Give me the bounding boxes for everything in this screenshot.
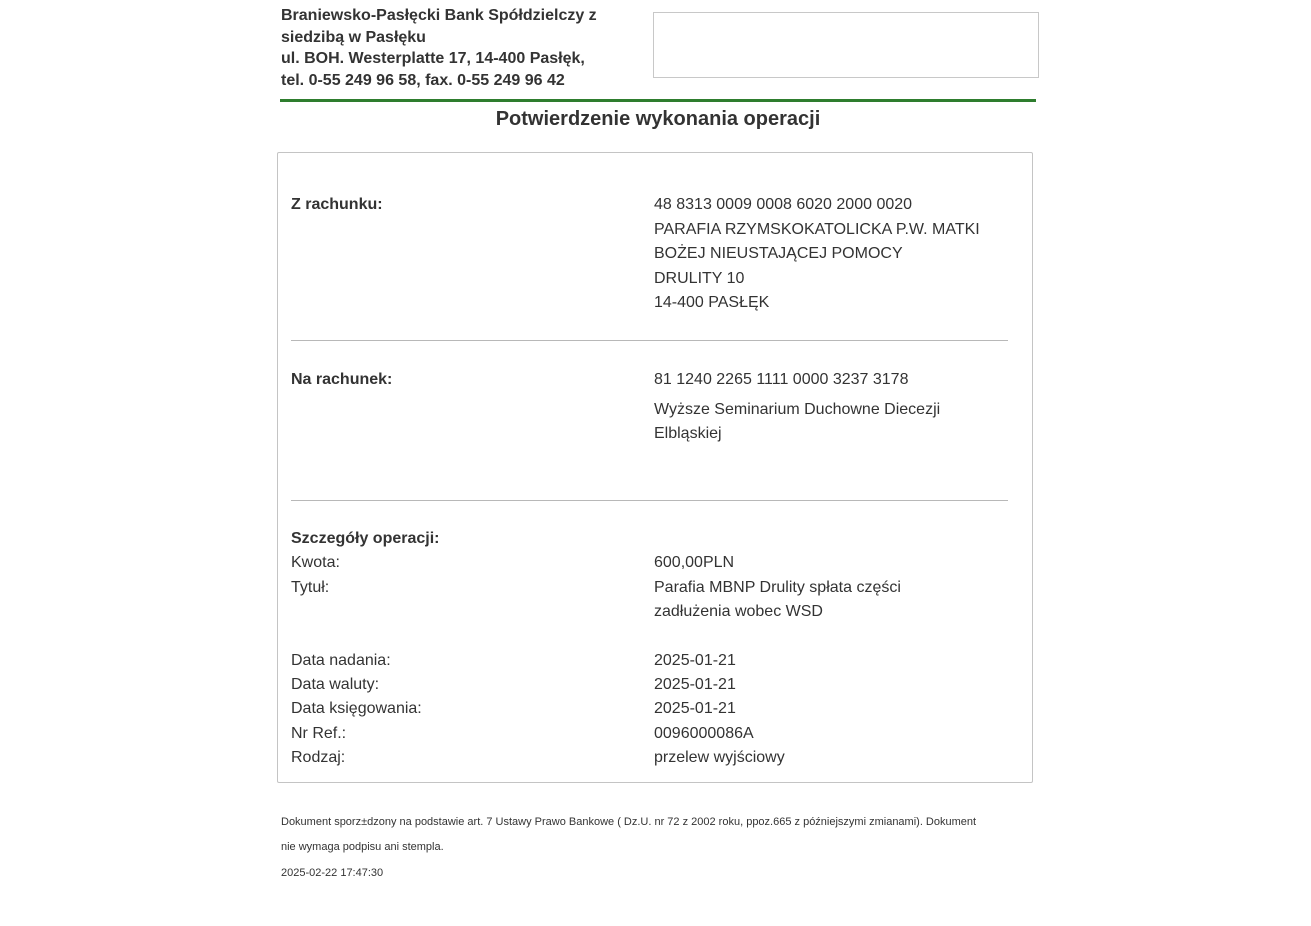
bank-header	[281, 5, 641, 91]
to-account-label: Na rachunek:	[291, 371, 393, 388]
transfer-title-label: Tytuł:	[291, 579, 330, 596]
bank-address: ul. BOH. Westerplatte 17, 14-400 Pasłęk,	[281, 50, 585, 67]
operation-type-value: przelew wyjściowy	[654, 749, 785, 766]
from-account-address-line1: DRULITY 10	[654, 270, 745, 287]
booking-date-value: 2025-01-21	[654, 700, 736, 717]
from-account-owner-line1: PARAFIA RZYMSKOKATOLICKA P.W. MATKI	[654, 221, 980, 238]
bank-name-line1: Braniewsko-Pasłęcki Bank Spółdzielczy z	[281, 7, 597, 24]
bank-name-line2: siedzibą w Pasłęku	[281, 28, 426, 46]
amount-value: 600,00PLN	[654, 554, 735, 571]
bank-phone-fax: tel. 0-55 249 96 58, fax. 0-55 249 96 42	[281, 71, 565, 89]
value-date-label: Data waluty:	[291, 676, 380, 693]
date-sent-value: 2025-01-21	[654, 652, 736, 669]
section-divider	[291, 340, 1008, 341]
legal-note-line2: nie wymaga podpisu ani stempla.	[281, 841, 444, 853]
bank-logo-box	[653, 12, 1039, 78]
operation-type-label: Rodzaj:	[291, 749, 346, 766]
date-sent-label: Data nadania:	[291, 652, 391, 669]
header-divider	[280, 99, 1036, 102]
generated-timestamp: 2025-02-22 17:47:30	[281, 867, 384, 879]
from-account-owner-line2: BOŻEJ NIEUSTAJĄCEJ POMOCY	[654, 245, 903, 262]
legal-note-line1: Dokument sporz±dzony na podstawie art. 7 Ustawy Prawo Bankowe ( Dz.U. nr 72 z 2002 roku, ppoz.665 z późniejszymi zmianami). Dokument	[281, 816, 977, 828]
section-divider	[291, 500, 1008, 501]
details-heading: Szczegóły operacji:	[291, 530, 440, 547]
value-date-value: 2025-01-21	[654, 676, 736, 693]
to-account-name-line1: Wyższe Seminarium Duchowne Diecezji	[654, 401, 941, 418]
from-account-label: Z rachunku:	[291, 196, 383, 213]
amount-label: Kwota:	[291, 554, 340, 571]
to-account-number: 81 1240 2265 1111 0000 3237 3178	[654, 371, 909, 388]
reference-label: Nr Ref.:	[291, 725, 347, 742]
reference-value: 0096000086A	[654, 725, 754, 742]
from-account-number: 48 8313 0009 0008 6020 2000 0020	[654, 196, 913, 213]
from-account-address-line2: 14-400 PASŁĘK	[654, 294, 770, 311]
transfer-title-line2: zadłużenia wobec WSD	[654, 603, 823, 620]
document-title: Potwierdzenie wykonania operacji	[495, 108, 821, 130]
booking-date-label: Data księgowania:	[291, 700, 422, 717]
to-account-name-line2: Elbląskiej	[654, 425, 722, 442]
transfer-title-line1: Parafia MBNP Drulity spłata części	[654, 579, 901, 596]
